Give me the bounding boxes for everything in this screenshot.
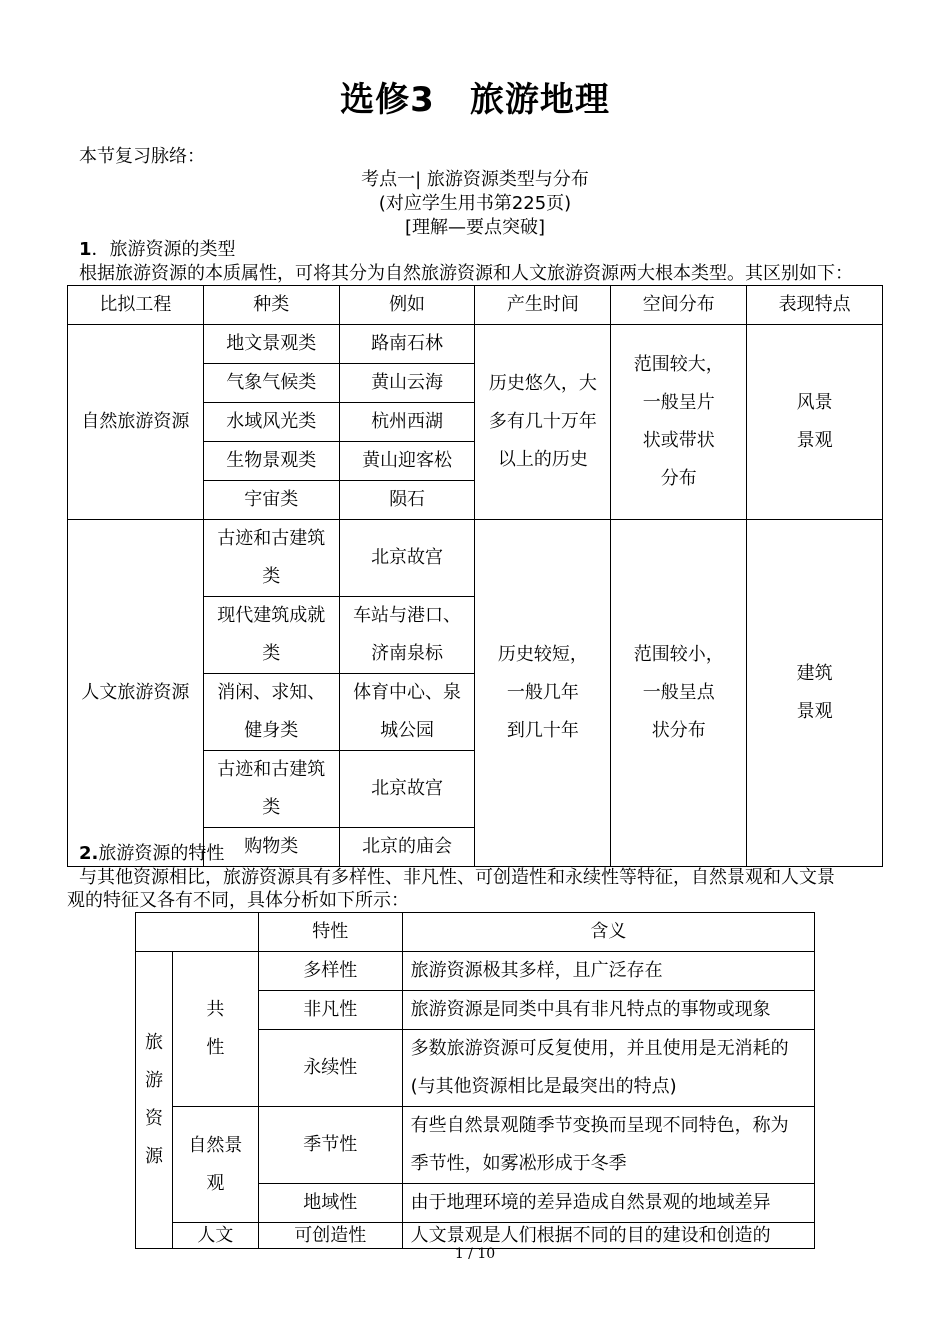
meaning-cell: 旅游资源极其多样，且广泛存在 bbox=[402, 952, 814, 991]
resource-traits-table bbox=[135, 912, 815, 1249]
type-cell bbox=[203, 520, 339, 597]
example-cell: 黄山迎客松 bbox=[339, 442, 475, 481]
type-cell bbox=[203, 751, 339, 828]
outline-label: 本节复习脉络： bbox=[79, 146, 205, 167]
example-cell: 陨石 bbox=[339, 481, 475, 520]
section-kaodian: 考点一| 旅游资源类型与分布 bbox=[361, 169, 589, 190]
table-row bbox=[136, 1223, 815, 1249]
example-cell bbox=[339, 674, 475, 751]
example-cell: 杭州西湖 bbox=[339, 403, 475, 442]
header-cell: 种类 bbox=[203, 286, 339, 325]
feature-line: 建筑 bbox=[796, 663, 833, 684]
type-cell: 宇宙类 bbox=[203, 481, 339, 520]
section-tag: [理解—要点突破] bbox=[404, 217, 546, 238]
group-char: 游 bbox=[144, 1070, 163, 1091]
human-label: 人文 bbox=[172, 1223, 258, 1249]
group-char: 旅 bbox=[144, 1032, 163, 1053]
s2-heading-number: 2. bbox=[79, 843, 99, 864]
space-line: 一般呈点 bbox=[642, 682, 715, 703]
header-cell: 含义 bbox=[402, 913, 814, 952]
type-line: 健身类 bbox=[244, 720, 299, 741]
example-line: 城公园 bbox=[380, 720, 435, 741]
trait-cell: 地域性 bbox=[258, 1184, 402, 1223]
space-human bbox=[611, 520, 747, 867]
type-cell: 气象气候类 bbox=[203, 364, 339, 403]
s1-heading-number: 1 bbox=[79, 239, 92, 260]
header-cell: 特性 bbox=[258, 913, 402, 952]
s1-heading-text: ．旅游资源的类型 bbox=[91, 239, 236, 260]
meaning-line: 多数旅游资源可反复使用，并且使用是无消耗的 bbox=[410, 1038, 789, 1059]
example-line: 体育中心、泉 bbox=[353, 682, 462, 703]
meaning-line: 有些自然景观随季节变换而呈现不同特色，称为 bbox=[410, 1115, 789, 1136]
category-human: 人文旅游资源 bbox=[68, 520, 204, 867]
trait-cell: 可创造性 bbox=[258, 1223, 402, 1249]
type-cell: 生物景观类 bbox=[203, 442, 339, 481]
section-ref: (对应学生用书第225页) bbox=[378, 193, 572, 214]
group-char: 源 bbox=[144, 1146, 163, 1167]
s1-heading bbox=[79, 238, 236, 262]
trait-cell: 非凡性 bbox=[258, 991, 402, 1030]
example-cell bbox=[339, 597, 475, 674]
feature-line: 风景 bbox=[796, 392, 833, 413]
example-cell: 路南石林 bbox=[339, 325, 475, 364]
table-row bbox=[68, 325, 883, 364]
common-label bbox=[172, 952, 258, 1107]
s2-heading bbox=[79, 842, 224, 866]
example-cell: 北京的庙会 bbox=[339, 828, 475, 867]
header-cell: 比拟工程 bbox=[68, 286, 204, 325]
category-natural: 自然旅游资源 bbox=[68, 325, 204, 520]
group-char: 资 bbox=[144, 1108, 163, 1129]
nature-line: 观 bbox=[206, 1172, 225, 1194]
space-line: 一般呈片 bbox=[642, 392, 715, 413]
trait-cell: 多样性 bbox=[258, 952, 402, 991]
type-line: 现代建筑成就 bbox=[217, 605, 326, 626]
type-line: 类 bbox=[262, 797, 281, 818]
type-line: 消闲、求知、 bbox=[217, 682, 326, 703]
table-header-row bbox=[68, 286, 883, 325]
time-line: 到几十年 bbox=[506, 720, 579, 741]
space-natural bbox=[611, 325, 747, 520]
meaning-cell bbox=[402, 1030, 814, 1107]
type-cell: 购物类 bbox=[203, 828, 339, 867]
type-cell bbox=[203, 674, 339, 751]
time-human bbox=[475, 520, 611, 867]
meaning-cell: 由于地理环境的差异造成自然景观的地域差异 bbox=[402, 1184, 814, 1223]
type-line: 类 bbox=[262, 643, 281, 664]
header-cell: 空间分布 bbox=[611, 286, 747, 325]
time-line: 历史悠久，大 bbox=[488, 373, 597, 394]
type-cell: 水域风光类 bbox=[203, 403, 339, 442]
space-line: 范围较大， bbox=[633, 354, 724, 375]
meaning-cell bbox=[402, 1107, 814, 1184]
header-cell: 表现特点 bbox=[747, 286, 883, 325]
type-cell bbox=[203, 597, 339, 674]
table-row bbox=[136, 952, 815, 991]
meaning-cell: 人文景观是人们根据不同的目的建设和创造的 bbox=[402, 1223, 814, 1249]
page-number: 1 / 10 bbox=[454, 1246, 496, 1262]
space-line: 范围较小， bbox=[633, 644, 724, 665]
s2-intro-line2: 观的特征又各有不同，具体分析如下所示： bbox=[67, 890, 409, 911]
feature-human bbox=[747, 520, 883, 867]
time-line: 历史较短， bbox=[497, 644, 588, 665]
table-row bbox=[68, 520, 883, 597]
s1-intro: 根据旅游资源的本质属性，可将其分为自然旅游资源和人文旅游资源两大根本类型。其区别如下： bbox=[79, 263, 853, 284]
example-cell: 北京故宫 bbox=[339, 751, 475, 828]
example-line: 车站与港口、 bbox=[353, 605, 462, 626]
time-line: 多有几十万年 bbox=[488, 411, 597, 432]
meaning-cell: 旅游资源是同类中具有非凡特点的事物或现象 bbox=[402, 991, 814, 1030]
s2-intro-line1: 与其他资源相比，旅游资源具有多样性、非凡性、可创造性和永续性等特征，自然景观和人文景 bbox=[79, 867, 835, 888]
table-header-row bbox=[136, 913, 815, 952]
s2-heading-text: 旅游资源的特性 bbox=[98, 843, 225, 864]
nature-line: 自然景 bbox=[188, 1134, 243, 1156]
header-cell-empty bbox=[136, 913, 259, 952]
feature-natural bbox=[747, 325, 883, 520]
resource-types-table bbox=[67, 285, 883, 867]
trait-cell: 季节性 bbox=[258, 1107, 402, 1184]
common-char: 共 bbox=[206, 999, 225, 1020]
time-natural bbox=[475, 325, 611, 520]
type-line: 古迹和古建筑 bbox=[217, 759, 326, 780]
trait-cell: 永续性 bbox=[258, 1030, 402, 1107]
meaning-line: (与其他资源相比是最突出的特点) bbox=[410, 1076, 677, 1097]
time-line: 以上的历史 bbox=[497, 449, 588, 470]
example-cell: 北京故宫 bbox=[339, 520, 475, 597]
group-label bbox=[136, 952, 173, 1249]
feature-line: 景观 bbox=[796, 430, 833, 451]
space-line: 状分布 bbox=[651, 720, 706, 741]
feature-line: 景观 bbox=[796, 701, 833, 722]
meaning-line: 季节性，如雾凇形成于冬季 bbox=[410, 1153, 627, 1174]
space-line: 分布 bbox=[660, 468, 697, 489]
type-cell: 地文景观类 bbox=[203, 325, 339, 364]
common-char: 性 bbox=[206, 1037, 225, 1058]
space-line: 状或带状 bbox=[642, 430, 715, 451]
header-cell: 例如 bbox=[339, 286, 475, 325]
table-row bbox=[136, 1107, 815, 1184]
time-line: 一般几年 bbox=[506, 682, 579, 703]
type-line: 类 bbox=[262, 566, 281, 587]
type-line: 古迹和古建筑 bbox=[217, 528, 326, 549]
example-line: 济南泉标 bbox=[371, 643, 444, 664]
nature-label bbox=[172, 1107, 258, 1223]
header-cell: 产生时间 bbox=[475, 286, 611, 325]
example-cell: 黄山云海 bbox=[339, 364, 475, 403]
page-title: 选修3 旅游地理 bbox=[340, 80, 610, 120]
